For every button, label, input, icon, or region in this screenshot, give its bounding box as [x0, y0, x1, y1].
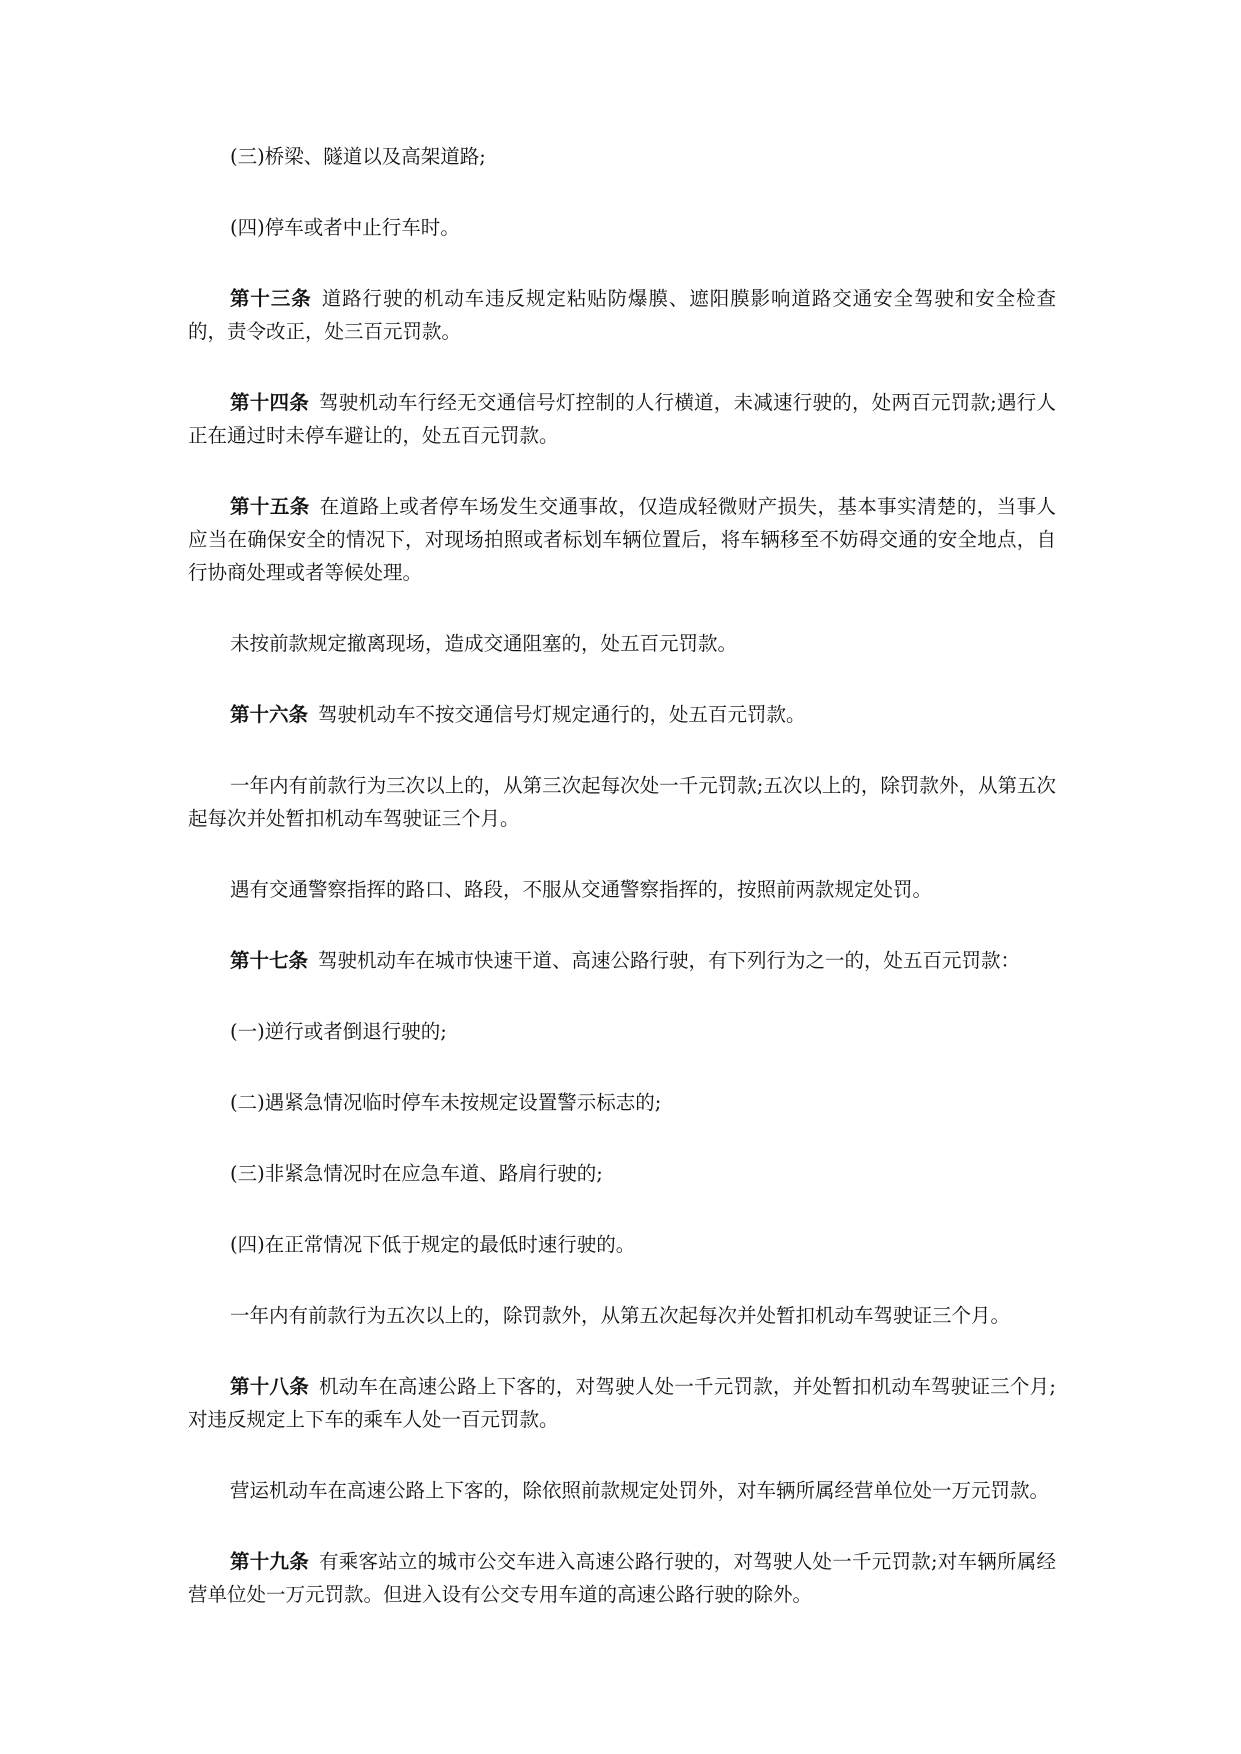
article-heading: 第十九条: [230, 1550, 309, 1573]
paragraph: [188, 944, 1056, 977]
paragraph: [188, 211, 1056, 244]
paragraph-text: (四)在正常情况下低于规定的最低时速行驶的。: [230, 1233, 636, 1256]
paragraph: [188, 698, 1056, 731]
paragraph: [188, 1228, 1056, 1261]
paragraph: [188, 1086, 1056, 1119]
paragraph-text: 道路行驶的机动车违反规定粘贴防爆膜、遮阳膜影响道路交通安全驾驶和安全检查的，责令改正，处三百元罚款。: [188, 287, 1056, 343]
paragraph: [188, 769, 1056, 835]
article-heading: 第十五条: [230, 495, 310, 518]
paragraph-text: 一年内有前款行为五次以上的，除罚款外，从第五次起每次并处暂扣机动车驾驶证三个月。: [230, 1304, 1011, 1327]
paragraph-text: 一年内有前款行为三次以上的，从第三次起每次处一千元罚款;五次以上的，除罚款外，从第五次起每次并处暂扣机动车驾驶证三个月。: [188, 774, 1056, 830]
paragraph-text: (四)停车或者中止行车时。: [230, 216, 460, 239]
article-heading: 第十三条: [230, 287, 312, 310]
article-heading: 第十八条: [230, 1375, 309, 1398]
paragraph: [188, 1370, 1056, 1436]
article-heading: 第十七条: [230, 949, 309, 972]
paragraph-text: 营运机动车在高速公路上下客的，除依照前款规定处罚外，对车辆所属经营单位处一万元罚款。: [230, 1479, 1050, 1502]
paragraph: [188, 627, 1056, 660]
paragraph-text: (三)非紧急情况时在应急车道、路肩行驶的;: [230, 1162, 603, 1185]
paragraph-text: 未按前款规定撤离现场，造成交通阻塞的，处五百元罚款。: [230, 632, 738, 655]
paragraph: [188, 1299, 1056, 1332]
paragraph: [188, 1545, 1056, 1611]
paragraph: [188, 1474, 1056, 1507]
paragraph: [188, 282, 1056, 348]
article-heading: 第十四条: [230, 391, 309, 414]
paragraph: [188, 490, 1056, 589]
paragraph: [188, 1015, 1056, 1048]
paragraph-text: (二)遇紧急情况临时停车未按规定设置警示标志的;: [230, 1091, 662, 1114]
paragraph-text: 有乘客站立的城市公交车进入高速公路行驶的，对驾驶人处一千元罚款;对车辆所属经营单位处一万元罚款。但进入设有公交专用车道的高速公路行驶的除外。: [188, 1550, 1056, 1606]
paragraph-text: 遇有交通警察指挥的路口、路段，不服从交通警察指挥的，按照前两款规定处罚。: [230, 878, 933, 901]
paragraph-text: 驾驶机动车行经无交通信号灯控制的人行横道，未减速行驶的，处两百元罚款;遇行人正在通过时未停车避让的，处五百元罚款。: [188, 391, 1056, 447]
paragraph: [188, 873, 1056, 906]
paragraph: [188, 140, 1056, 173]
paragraph-text: 机动车在高速公路上下客的，对驾驶人处一千元罚款，并处暂扣机动车驾驶证三个月;对违反规定上下车的乘车人处一百元罚款。: [188, 1375, 1056, 1431]
paragraph-text: 驾驶机动车在城市快速干道、高速公路行驶，有下列行为之一的，处五百元罚款：: [318, 949, 1021, 972]
paragraph-text: 驾驶机动车不按交通信号灯规定通行的，处五百元罚款。: [318, 703, 806, 726]
document-page: [188, 140, 1056, 1649]
paragraph: [188, 1157, 1056, 1190]
paragraph-text: (一)逆行或者倒退行驶的;: [230, 1020, 447, 1043]
article-heading: 第十六条: [230, 703, 309, 726]
paragraph-text: 在道路上或者停车场发生交通事故，仅造成轻微财产损失，基本事实清楚的，当事人应当在确保安全的情况下，对现场拍照或者标划车辆位置后，将车辆移至不妨碍交通的安全地点，自行协商处理或者等候处理。: [188, 495, 1056, 584]
paragraph-text: (三)桥梁、隧道以及高架道路;: [230, 145, 486, 168]
paragraph: [188, 386, 1056, 452]
